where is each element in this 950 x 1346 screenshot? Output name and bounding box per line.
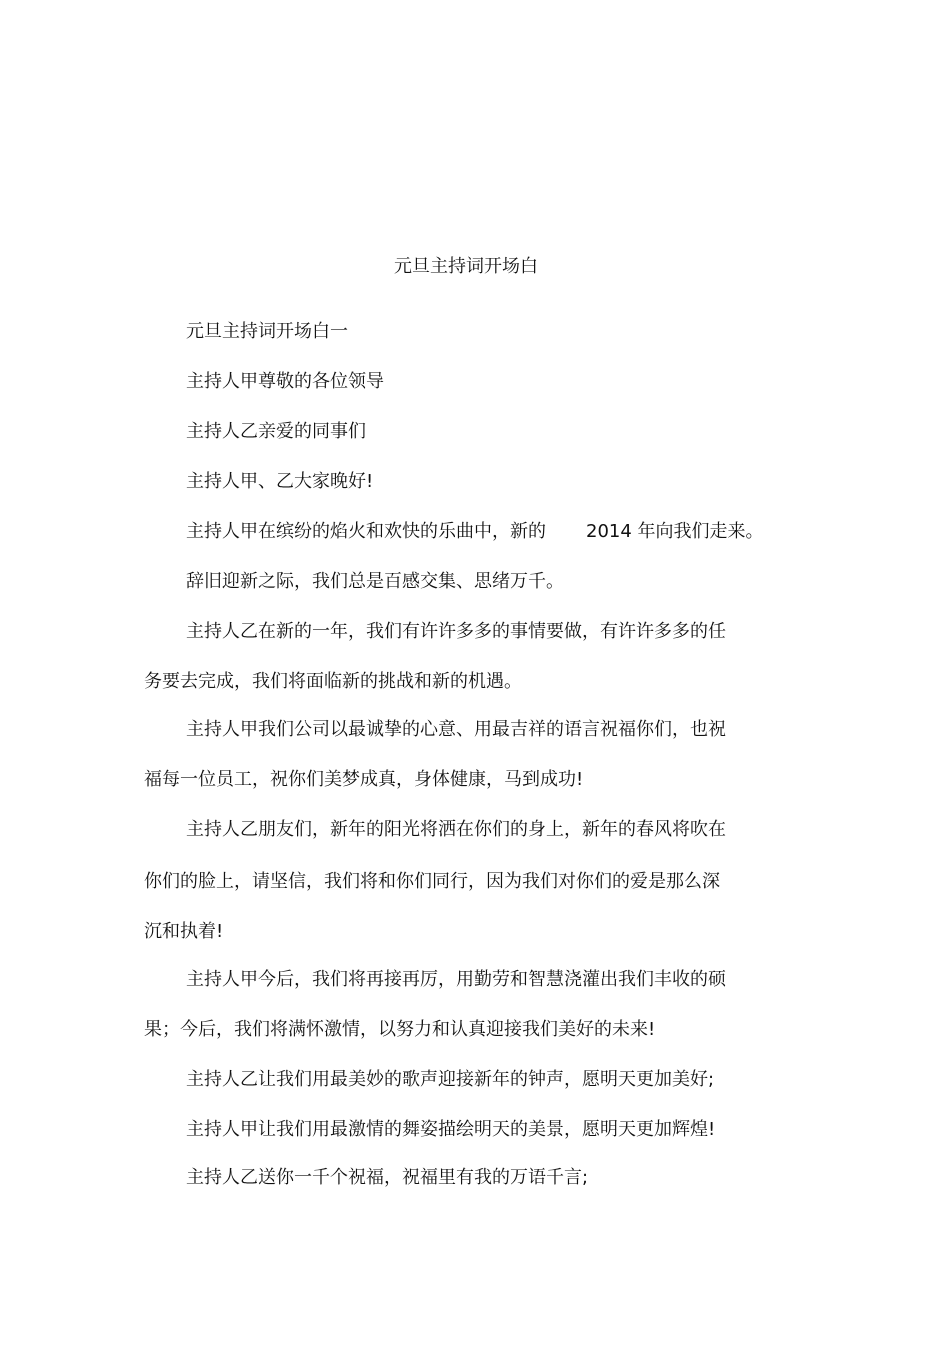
paragraph-line: 主持人甲尊敬的各位领导 [186, 371, 384, 392]
paragraph-line: 辞旧迎新之际，我们总是百感交集、思绪万千。 [186, 571, 564, 592]
paragraph-line: 主持人乙亲爱的同事们 [186, 421, 366, 442]
paragraph-line: 务要去完成，我们将面临新的挑战和新的机遇。 [144, 671, 522, 692]
paragraph-line: 主持人乙送你一千个祝福，祝福里有我的万语千言; [186, 1167, 589, 1188]
paragraph-line: 主持人乙朋友们，新年的阳光将洒在你们的身上，新年的春风将吹在 [186, 819, 726, 840]
paragraph-line: 主持人甲我们公司以最诚挚的心意、用最吉祥的语言祝福你们，也祝 [186, 719, 726, 740]
paragraph-line: 主持人乙让我们用最美妙的歌声迎接新年的钟声，愿明天更加美好; [186, 1069, 715, 1090]
paragraph-line: 主持人甲、乙大家晚好! [186, 471, 374, 492]
paragraph-line [186, 520, 764, 544]
document-title: 元旦主持词开场白 [394, 256, 538, 277]
paragraph-line: 果；今后，我们将满怀激情，以努力和认真迎接我们美好的未来! [144, 1019, 656, 1040]
section-heading: 元旦主持词开场白一 [186, 321, 348, 342]
paragraph-line: 主持人甲让我们用最激情的舞姿描绘明天的美景，愿明天更加辉煌! [186, 1119, 716, 1140]
paragraph-line-part: 主持人甲在缤纷的焰火和欢快的乐曲中，新的 [186, 521, 546, 542]
paragraph-line: 你们的脸上，请坚信，我们将和你们同行，因为我们对你们的爱是那么深 [144, 871, 720, 892]
paragraph-line: 沉和执着! [144, 921, 224, 942]
paragraph-line: 主持人乙在新的一年，我们有许许多多的事情要做，有许许多多的任 [186, 621, 726, 642]
paragraph-line-part: 2014 年向我们走来。 [586, 521, 764, 542]
paragraph-line: 福每一位员工，祝你们美梦成真，身体健康，马到成功! [144, 769, 584, 790]
paragraph-line: 主持人甲今后，我们将再接再厉，用勤劳和智慧浇灌出我们丰收的硕 [186, 969, 726, 990]
